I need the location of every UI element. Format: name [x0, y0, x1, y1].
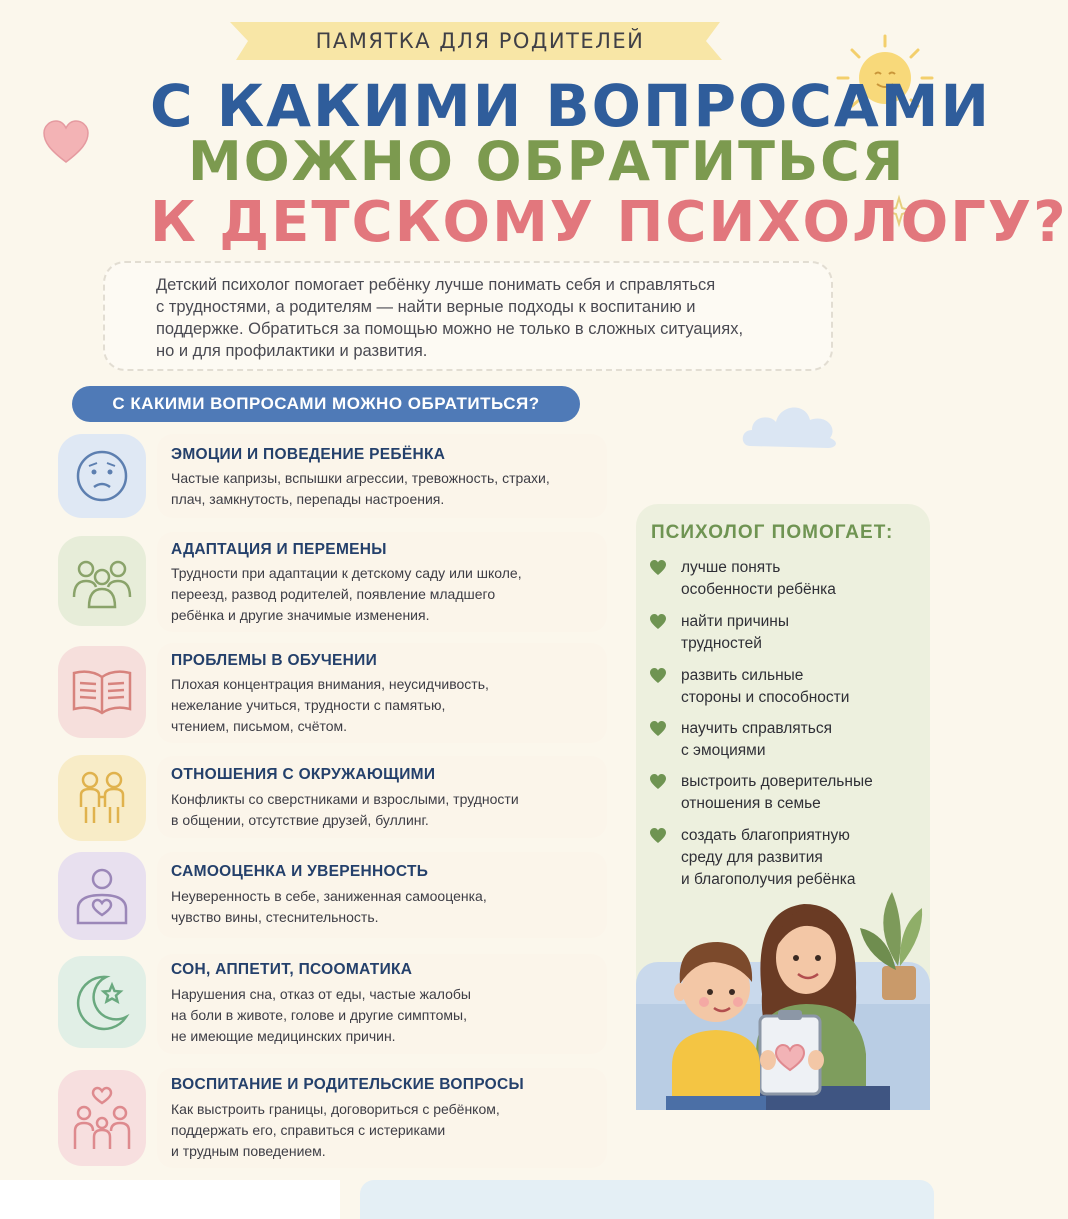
topic-line: нежелание учиться, трудности с памятью, — [171, 697, 446, 713]
heart-bullet-icon — [650, 828, 666, 844]
two-children-icon — [71, 767, 133, 829]
title-line-3: К ДЕТСКОМУ ПСИХОЛОГУ? — [150, 190, 1068, 255]
bottom-blank-area — [0, 1180, 340, 1219]
intro-line: поддержке. Обратиться за помощью можно не только в сложных ситуациях, — [156, 320, 744, 338]
helps-line: найти причины — [681, 613, 790, 630]
helps-line: особенности ребёнка — [681, 581, 836, 598]
topic-line: плач, замкнутость, перепады настроения. — [171, 491, 445, 507]
sad-face-icon — [72, 446, 132, 506]
topic-line: Нарушения сна, отказ от еды, частые жалобы — [171, 986, 471, 1002]
topic-line: Как выстроить границы, договориться с ребёнком, — [171, 1101, 500, 1117]
family-heart-icon — [69, 1083, 135, 1153]
intro-line: с трудностями, а родителям — найти верные подходы к воспитанию и — [156, 298, 696, 316]
title-line-2: МОЖНО ОБРАТИТЬСЯ — [188, 130, 906, 193]
topic-line: Трудности при адаптации к детскому саду или школе, — [171, 565, 522, 581]
helps-item — [681, 665, 911, 709]
topic-title: ЭМОЦИИ И ПОВЕДЕНИЕ РЕБЁНКА — [171, 446, 446, 463]
moon-star-icon — [72, 971, 132, 1033]
helps-line: выстроить доверительные — [681, 773, 873, 790]
helps-line: отношения в семье — [681, 795, 821, 812]
topic-line: в общении, отсутствие друзей, буллинг. — [171, 812, 429, 828]
topic-icon-box — [58, 1070, 146, 1166]
helps-line: создать благоприятную — [681, 827, 850, 844]
topic-line: Неуверенность в себе, заниженная самооценка, — [171, 888, 487, 904]
helps-item — [681, 771, 911, 815]
topic-description — [171, 468, 591, 510]
topic-title: АДАПТАЦИЯ И ПЕРЕМЕНЫ — [171, 541, 387, 558]
topic-title: САМООЦЕНКА И УВЕРЕННОСТЬ — [171, 863, 429, 880]
topic-line: переезд, развод родителей, появление младшего — [171, 586, 496, 602]
topic-line: Плохая концентрация внимания, неусидчивость, — [171, 676, 489, 692]
section-label: С КАКИМИ ВОПРОСАМИ МОЖНО ОБРАТИТЬСЯ? — [72, 386, 580, 422]
helps-line: лучше понять — [681, 559, 781, 576]
topic-line: чтением, письмом, счётом. — [171, 718, 348, 734]
topic-icon-box — [58, 755, 146, 841]
helps-item — [681, 825, 911, 891]
topic-icon-box — [58, 956, 146, 1048]
heart-bullet-icon — [650, 560, 666, 576]
topic-description — [171, 1099, 591, 1162]
topic-line: и трудным поведением. — [171, 1143, 326, 1159]
psychologist-illustration — [636, 874, 930, 1110]
topic-description — [171, 886, 591, 928]
intro-text — [156, 274, 806, 362]
topic-line: ребёнка и другие значимые изменения. — [171, 607, 430, 623]
topic-description — [171, 674, 591, 737]
helps-line: научить справляться — [681, 720, 832, 737]
helps-item — [681, 718, 911, 762]
topic-description — [171, 789, 591, 831]
topic-line: Частые капризы, вспышки агрессии, тревожность, страхи, — [171, 470, 550, 486]
topic-line: на боли в животе, голове и другие симптомы, — [171, 1007, 467, 1023]
helps-line: стороны и способности — [681, 689, 850, 706]
helps-line: и благополучия ребёнка — [681, 871, 856, 888]
topic-icon-box — [58, 646, 146, 738]
topic-title: СОН, АППЕТИТ, ПСООМАТИКА — [171, 961, 413, 978]
banner-label: ПАМЯТКА ДЛЯ РОДИТЕЛЕЙ — [315, 29, 645, 53]
helps-line: трудностей — [681, 635, 762, 652]
family-group-icon — [69, 551, 135, 611]
helps-line: среду для развития — [681, 849, 823, 866]
open-book-icon — [70, 667, 134, 717]
topic-title: ПРОБЛЕМЫ В ОБУЧЕНИИ — [171, 652, 378, 669]
heart-bullet-icon — [650, 668, 666, 684]
intro-line: Детский психолог помогает ребёнку лучше понимать себя и справляться — [156, 276, 716, 294]
topic-line: чувство вины, стеснительность. — [171, 909, 379, 925]
topic-description — [171, 984, 591, 1047]
person-heart-icon — [72, 865, 132, 927]
topic-line: поддержать его, справиться с истериками — [171, 1122, 446, 1138]
helps-item — [681, 557, 911, 601]
topic-line: не имеющие медицинских причин. — [171, 1028, 396, 1044]
topic-title: ВОСПИТАНИЕ И РОДИТЕЛЬСКИЕ ВОПРОСЫ — [171, 1076, 524, 1093]
heart-bullet-icon — [650, 614, 666, 630]
helps-line: с эмоциями — [681, 742, 766, 759]
helps-line: развить сильные — [681, 667, 804, 684]
topic-line: Конфликты со сверстниками и взрослыми, трудности — [171, 791, 519, 807]
bottom-panel-edge — [360, 1180, 934, 1219]
heart-bullet-icon — [650, 774, 666, 790]
topic-icon-box — [58, 536, 146, 626]
helps-item — [681, 611, 911, 655]
intro-line: но и для профилактики и развития. — [156, 342, 428, 360]
helps-title: ПСИХОЛОГ ПОМОГАЕТ: — [651, 522, 894, 543]
topic-title: ОТНОШЕНИЯ С ОКРУЖАЮЩИМИ — [171, 766, 436, 783]
cloud-icon — [740, 394, 842, 450]
topic-icon-box — [58, 852, 146, 940]
heart-icon — [40, 118, 92, 166]
topic-icon-box — [58, 434, 146, 518]
heart-bullet-icon — [650, 721, 666, 737]
topic-description — [171, 563, 591, 626]
title-line-1: С КАКИМИ ВОПРОСАМИ — [150, 72, 992, 140]
